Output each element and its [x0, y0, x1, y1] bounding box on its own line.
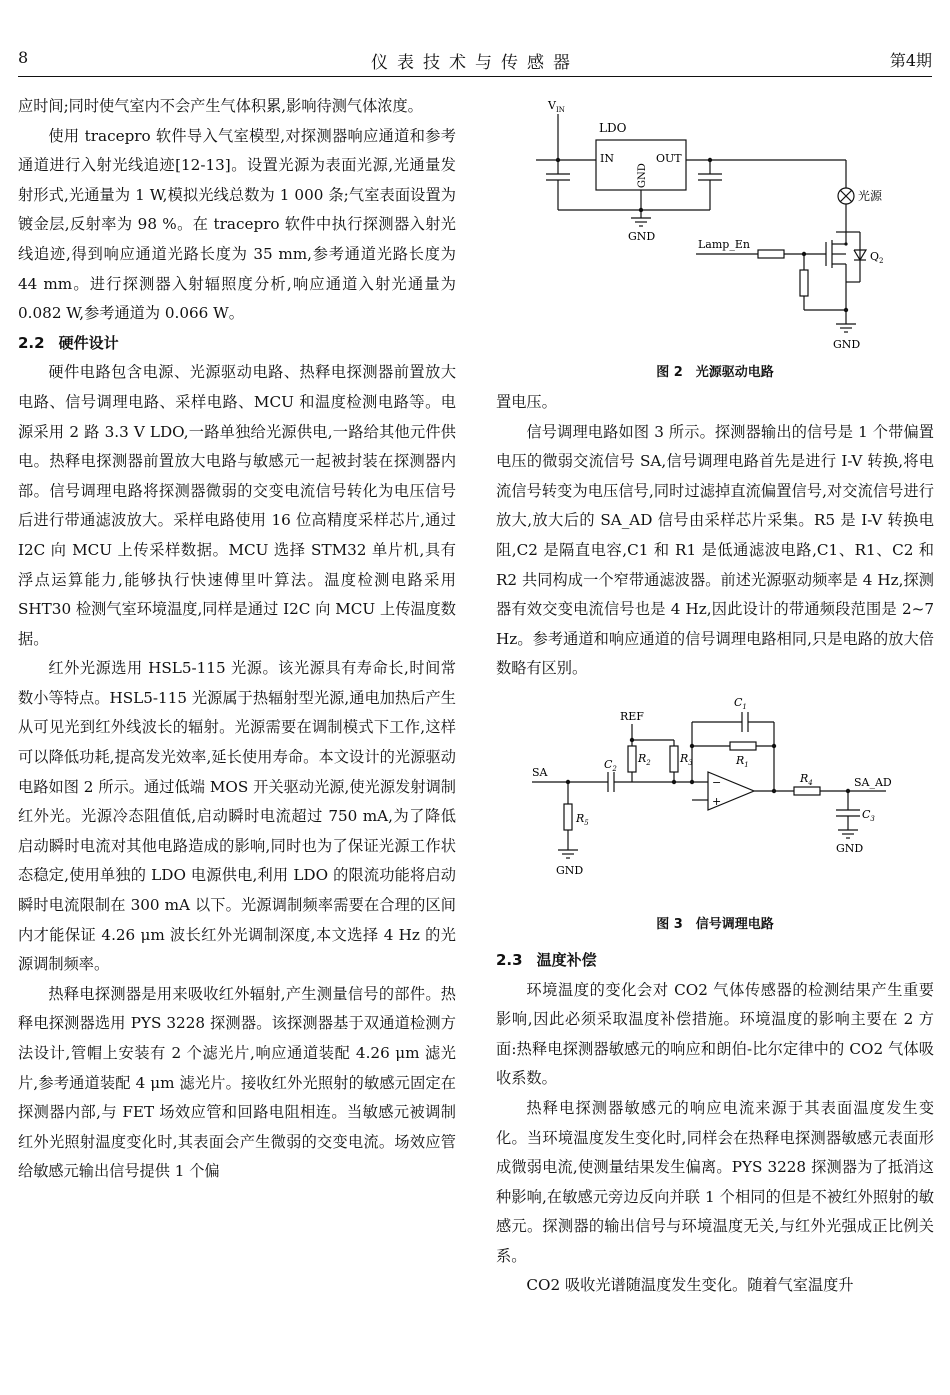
right-column [496, 92, 934, 1301]
sa-label: SA [532, 765, 548, 779]
left-column [18, 92, 456, 1187]
paragraph: 热释电探测器是用来吸收红外辐射,产生测量信号的部件。热释电探测器选用 PYS 3228 探测器。该探测器基于双通道检测方法设计,管帽上安装有 2 个滤光片,响应通道装配 4.26 μm 滤光片,参考通道装配 4 μm 滤光片。接收红外光照射的敏感元固定在探测器内部,与 FET 场效应管和回路电阻相连。当敏感元被调制红外光照射温度变化时,其表面会产生微弱的交变电流。场效应管给敏感元输出信号提供 1 个偏 [18, 984, 456, 1181]
c1-label: $C_1$ [734, 695, 747, 711]
journal-title: 仪表技术与传感器 [371, 53, 579, 73]
lamp-en-label: Lamp_En [698, 238, 750, 251]
r3-label: $R_3$ [680, 751, 693, 767]
ref-label: REF [620, 709, 644, 723]
signal-conditioning-circuit [496, 684, 934, 916]
gnd-label: GND [628, 230, 656, 243]
header-rule [18, 76, 932, 77]
c2-label: $C_2$ [604, 757, 617, 773]
c3-label: $C_3$ [862, 807, 875, 823]
q2-label: $Q_2$ [870, 250, 884, 265]
vin-label: $V_{IN}$ [548, 99, 565, 114]
page-number: 8 [18, 48, 29, 67]
figure-2-caption: 图 2 光源驱动电路 [656, 365, 774, 380]
sa-ad-label: SA_AD [854, 775, 892, 789]
paragraph: 热释电探测器敏感元的响应电流来源于其表面温度发生变化。当环境温度发生变化时,同样会在热释电探测器敏感元表面形成微弱电流,使测量结果发生偏离。PYS 3228 探测器为了抵消这种影响,在敏感元旁边反向并联 1 个相同的但是不被红外照射的敏感元。探测器的输出信号与环境温度无关,与红外光强成正比例关系。 [496, 1098, 934, 1265]
r2-label: $R_2$ [638, 751, 651, 767]
paragraph: 环境温度的变化会对 CO2 气体传感器的检测结果产生重要影响,因此必须采取温度补偿措施。环境温度的影响主要在 2 方面:热释电探测器敏感元的响应和朗伯-比尔定律中的 CO2 气体吸收系数。 [496, 980, 934, 1088]
gnd-label: GND [833, 338, 861, 351]
figure-3-caption: 图 3 信号调理电路 [656, 916, 774, 932]
r5-label: $R_5$ [576, 811, 589, 827]
ldo-in-pin: IN [600, 152, 614, 165]
r4-label: $R_4$ [800, 771, 813, 787]
paragraph: CO2 吸收光谱随温度发生变化。随着气室温度升 [526, 1276, 854, 1295]
light-source-driver-circuit [496, 92, 934, 360]
figure-3 [496, 684, 934, 946]
paragraph: 红外光源选用 HSL5-115 光源。该光源具有寿命长,时间常数小等特点。HSL5-115 光源属于热辐射型光源,通电加热后产生从可见光到红外线波长的辐射。光源需要在调制模式下工作,这样可以降低功耗,提高发光效率,延长使用寿命。本文设计的光源驱动电路如图 2 所示。通过低端 MOS 开关驱动光源,使光源发射调制红外光。光源冷态阻值低,启动瞬时电流超过 750 mA,为了降低启动瞬时电流对其他电路造成的影响,同时也为了保证光源工作状态稳定,使用单独的 LDO 电源供电,利用 LDO 的限流功能将启动瞬时电流限制在 300 mA 以下。光源调制频率需要在合理的区间内才能保证 4.26 μm 波长红外光调制深度,本文选择 4 Hz 的光源调制频率。 [18, 659, 456, 974]
r1-label: $R_1$ [736, 753, 749, 769]
lamp-label: 光源 [858, 189, 883, 203]
paragraph: 信号调理电路如图 3 所示。探测器输出的信号是 1 个带偏置电压的微弱交流信号 SA,信号调理电路首先是进行 I-V 转换,将电流信号转变为电压信号,同时过滤掉直流偏置信号,对交流信号进行放大,放大后的 SA_AD 信号由采样芯片采集。R5 是 I-V 转换电阻,C2 是隔直电容,C1 和 R1 是低通滤波电路,C1、R1、C2 和 R2 共同构成一个窄带通滤波器。前述光源驱动频率是 4 Hz,探测器有效交变电流信号也是 4 Hz,因此设计的带通频段范围是 2~7 Hz。参考通道和响应通道的信号调理电路相同,只是电路的放大倍数略有区别。 [496, 422, 934, 678]
opamp-minus: − [712, 775, 722, 789]
running-header [18, 48, 932, 76]
gnd-label: GND [836, 841, 864, 855]
paragraph: 应时间;同时使气室内不会产生气体积累,影响待测气体浓度。 [18, 97, 423, 115]
ldo-label: LDO [599, 121, 627, 135]
gnd-label: GND [556, 863, 584, 877]
figure-2 [496, 92, 934, 388]
issue-number: 第4期 [889, 51, 932, 70]
ldo-out-pin: OUT [656, 152, 682, 165]
section-heading-2-3: 2.3 温度补偿 [496, 950, 597, 969]
section-heading-2-2: 2.2 硬件设计 [18, 333, 119, 352]
paragraph: 硬件电路包含电源、光源驱动电路、热释电探测器前置放大电路、信号调理电路、采样电路、MCU 和温度检测电路等。电源采用 2 路 3.3 V LDO,一路单独给光源供电,一路给其他元件供电。热释电探测器前置放大电路与敏感元一起被封装在探测器内部。信号调理电路将探测器微弱的交变电流信号转化为电压信号后进行带通滤波放大。采样电路使用 16 位高精度采样芯片,通过 I2C 向 MCU 上传采样数据。MCU 选择 STM32 单片机,具有浮点运算能力,能够执行快速傅里叶算法。温度检测电路采用 SHT30 检测气室环境温度,同样是通过 I2C 向 MCU 上传温度数据。 [18, 363, 456, 648]
paragraph: 使用 tracepro 软件导入气室模型,对探测器响应通道和参考通道进行入射光线追迹[12-13]。设置光源为表面光源,光通量发射形式,光通量为 1 W,模拟光线总数为 1 000 条;气室表面设置为镀金层,反射率为 98 %。在 tracepro 软件中执行探测器入射光线追迹,得到响应通道光路长度为 35 mm,参考通道光路长度为 44 mm。进行探测器入射辐照度分析,响应通道入射光通量为 0.082 W,参考通道为 0.066 W。 [18, 126, 456, 323]
paragraph: 置电压。 [496, 393, 557, 411]
ldo-gnd-pin: GND [637, 163, 648, 188]
opamp-plus: + [712, 794, 722, 808]
